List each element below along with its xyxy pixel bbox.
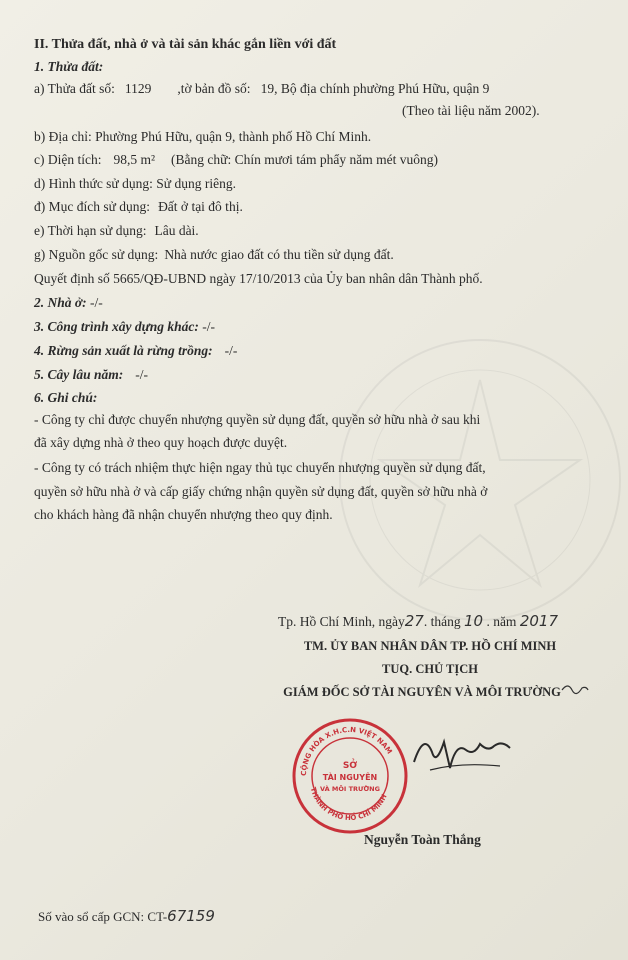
watermark-emblem xyxy=(330,330,628,630)
house-label: 2. Nhà ở: xyxy=(34,295,87,310)
address-line: b) Địa chỉ: Phường Phú Hữu, quận 9, thành phố Hồ Chí Minh. xyxy=(34,129,372,144)
parcel-label: a) Thửa đất số: xyxy=(34,81,115,96)
trees-value: -/- xyxy=(135,367,149,382)
area-words: (Bằng chữ: Chín mươi tám phẩy năm mét vuông) xyxy=(171,152,439,167)
origin-line xyxy=(34,246,394,264)
construction-label: 3. Công trình xây dựng khác: xyxy=(34,319,199,334)
construction-line xyxy=(34,318,215,336)
signing-month: 10 xyxy=(463,612,484,630)
forest-value: -/- xyxy=(224,343,238,358)
note-line-4: quyền sở hữu nhà ở và cấp giấy chứng nhận quyền sử dụng đất, quyền sở hữu nhà ở xyxy=(34,484,488,499)
note-line-3: - Công ty có trách nhiệm thực hiện ngay thủ tục chuyển nhượng quyền sử dụng đất, xyxy=(34,460,486,475)
area-line xyxy=(34,151,438,169)
trees-line xyxy=(34,366,148,384)
note-line-5: cho khách hàng đã nhận chuyển nhượng theo quy định. xyxy=(34,507,333,522)
use-term-value: Lâu dài. xyxy=(154,223,199,238)
org-line-2: TUQ. CHỦ TỊCH xyxy=(382,662,478,676)
house-line xyxy=(34,294,103,312)
seal-outer-text: CỘNG HÒA X.H.C.N VIỆT NAM xyxy=(299,725,394,777)
use-purpose-line xyxy=(34,198,243,216)
use-term-line xyxy=(34,222,199,240)
forest-line xyxy=(34,342,237,360)
notes-heading: 6. Ghi chú: xyxy=(34,390,98,405)
org-line-1: TM. ỦY BAN NHÂN DÂN TP. HỒ CHÍ MINH xyxy=(303,639,557,653)
year-label: . năm xyxy=(486,614,517,629)
note-line-2: đã xây dựng nhà ở theo quy hoạch được duyệt. xyxy=(34,435,288,450)
map-number: 19, Bộ địa chính phường Phú Hữu, quận 9 xyxy=(260,81,490,96)
map-note: (Theo tài liệu năm 2002). xyxy=(402,103,540,118)
map-label: ,tờ bản đồ số: xyxy=(177,81,251,96)
handwritten-signature xyxy=(410,722,520,782)
month-label: . tháng xyxy=(423,614,461,629)
use-term-label: e) Thời hạn sử dụng: xyxy=(34,223,147,238)
signing-date-line xyxy=(278,612,558,631)
use-form-line: d) Hình thức sử dụng: Sử dụng riêng. xyxy=(34,176,236,191)
parcel-number: 1129 xyxy=(124,81,152,96)
origin-label: g) Nguồn gốc sử dụng: xyxy=(34,247,159,262)
signing-place: Tp. Hồ Chí Minh, ngày xyxy=(278,614,405,629)
forest-label: 4. Rừng sản xuất là rừng trồng: xyxy=(34,343,213,358)
area-value: 98,5 m² xyxy=(113,152,156,167)
origin-value: Nhà nước giao đất có thu tiền sử dụng đất. xyxy=(164,247,394,262)
official-seal xyxy=(290,716,410,836)
signing-day: 27 xyxy=(404,612,424,630)
section-title: II. Thửa đất, nhà ở và tài sản khác gắn liền với đất xyxy=(34,37,337,52)
use-purpose-label: đ) Mục đích sử dụng: xyxy=(34,199,151,214)
registry-line xyxy=(38,907,215,926)
trees-label: 5. Cây lâu năm: xyxy=(34,367,124,382)
registry-number: 67159 xyxy=(167,907,215,925)
parcel-line xyxy=(34,80,489,98)
note-line-1: - Công ty chỉ được chuyển nhượng quyền sử dụng đất, quyền sở hữu nhà ở sau khi xyxy=(34,412,481,427)
house-value: -/- xyxy=(90,295,103,310)
area-label: c) Diện tích: xyxy=(34,152,102,167)
signing-year: 2017 xyxy=(519,612,558,630)
signer-name: Nguyễn Toàn Thắng xyxy=(364,832,481,847)
land-heading: 1. Thửa đất: xyxy=(34,59,104,74)
seal-line-3: VÀ MÔI TRƯỜNG xyxy=(320,785,380,793)
seal-line-1: SỞ xyxy=(342,761,358,771)
initial-signature xyxy=(560,678,590,698)
org-line-3: GIÁM ĐỐC SỞ TÀI NGUYÊN VÀ MÔI TRƯỜNG xyxy=(283,685,561,699)
use-purpose-value: Đất ở tại đô thị. xyxy=(158,199,243,214)
decision-line: Quyết định số 5665/QĐ-UBND ngày 17/10/2013 của Ủy ban nhân dân Thành phố. xyxy=(34,271,483,286)
seal-line-2: TÀI NGUYÊN xyxy=(322,773,378,782)
construction-value: -/- xyxy=(202,319,215,334)
registry-label: Số vào sổ cấp GCN: CT- xyxy=(38,909,168,924)
seal-bottom-text: THÀNH PHỐ HỒ CHÍ MINH xyxy=(308,786,389,823)
